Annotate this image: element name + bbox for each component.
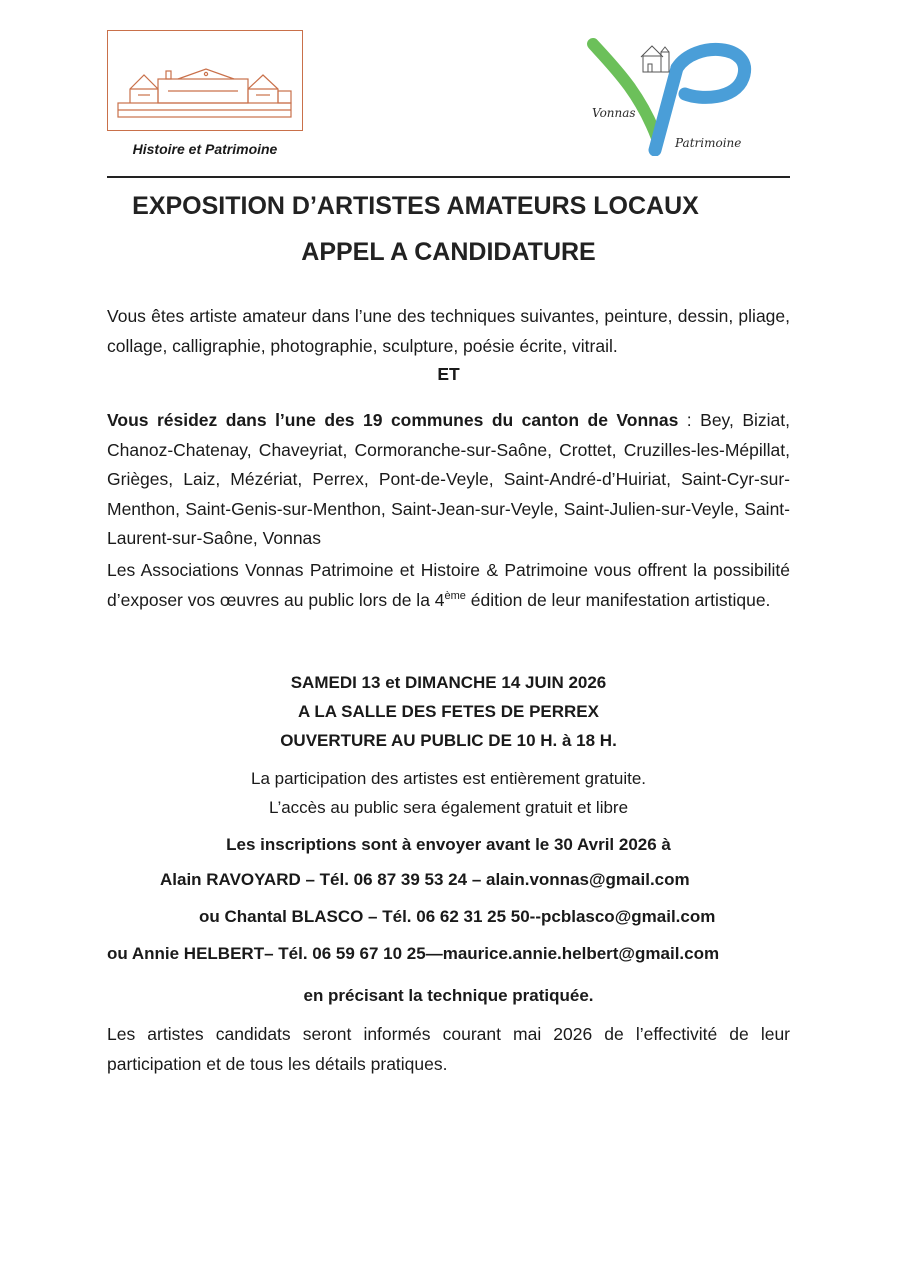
contact-alain: Alain RAVOYARD – Tél. 06 87 39 53 24 – alain.vonnas@gmail.com [160,870,690,889]
associations-paragraph [107,556,790,615]
contact-annie: ou Annie HELBERT– Tél. 06 59 67 10 25—maurice.annie.helbert@gmail.com [107,944,720,963]
registration-deadline: Les inscriptions sont à envoyer avant le 30 Avril 2026 à [226,835,671,854]
event-dates: SAMEDI 13 et DIMANCHE 14 JUIN 2026 [290,673,607,692]
free-access-info [107,764,790,822]
edition-superscript: ème [444,589,466,602]
vonnas-patrimoine-logo [585,38,765,156]
closing-paragraph: Les artistes candidats seront informés courant mai 2026 de l’effectivité de leur participation et de tous les détails pratiques. [107,1024,790,1074]
left-logo-caption: Histoire et Patrimoine [132,141,278,157]
histoire-patrimoine-logo [107,30,303,131]
building-logo-icon [108,31,304,132]
free-artists: La participation des artistes est entièrement gratuite. [251,769,646,788]
page-subtitle: APPEL A CANDIDATURE [301,238,596,266]
header-divider [107,176,790,178]
logo-word-vonnas: Vonnas [592,106,636,120]
logo-word-patrimoine: Patrimoine [675,136,742,150]
event-hours: OUVERTURE AU PUBLIC DE 10 H. à 18 H. [280,731,617,750]
associations-text-end: édition de leur manifestation artistique. [465,589,771,610]
techniques-paragraph: Vous êtes artiste amateur dans l’une des techniques suivantes, peinture, dessin, pliage, collage, calligraphie, photographie, sculpture, poésie écrite, vitrail. [107,306,790,356]
et-connector: ET [437,364,460,384]
contact-chantal: ou Chantal BLASCO – Tél. 06 62 31 25 50--pcblasco@gmail.com [199,907,716,926]
technique-note: en précisant la technique pratiquée. [303,986,594,1005]
residence-bold: Vous résidez dans l’une des 19 communes du canton de Vonnas [107,410,679,430]
residence-paragraph [107,406,790,554]
page-title: EXPOSITION D’ARTISTES AMATEURS LOCAUX [132,192,699,220]
associations-text: Les Associations Vonnas Patrimoine et Histoire & Patrimoine vous offrent la possibilité d’exposer vos œuvres au public lors de la 4 [107,560,790,610]
free-public: L’accès au public sera également gratuit et libre [268,798,629,817]
communes-list: : Bey, Biziat, Chanoz-Chatenay, Chaveyriat, Cormoranche-sur-Saône, Crottet, Cruzilles-les-Mépillat, Grièges, Laiz, Mézériat, Perrex, Pont-de-Veyle, Saint-André-d’Huiriat, Saint-Cyr-sur-Menthon, Saint-Genis-sur-Menthon, Saint-Jean-sur-Veyle, Saint-Julien-sur-Veyle, Saint-Laurent-sur-Saône, Vonnas [107,410,790,548]
event-place: A LA SALLE DES FETES DE PERREX [297,702,599,721]
event-details [107,668,790,755]
